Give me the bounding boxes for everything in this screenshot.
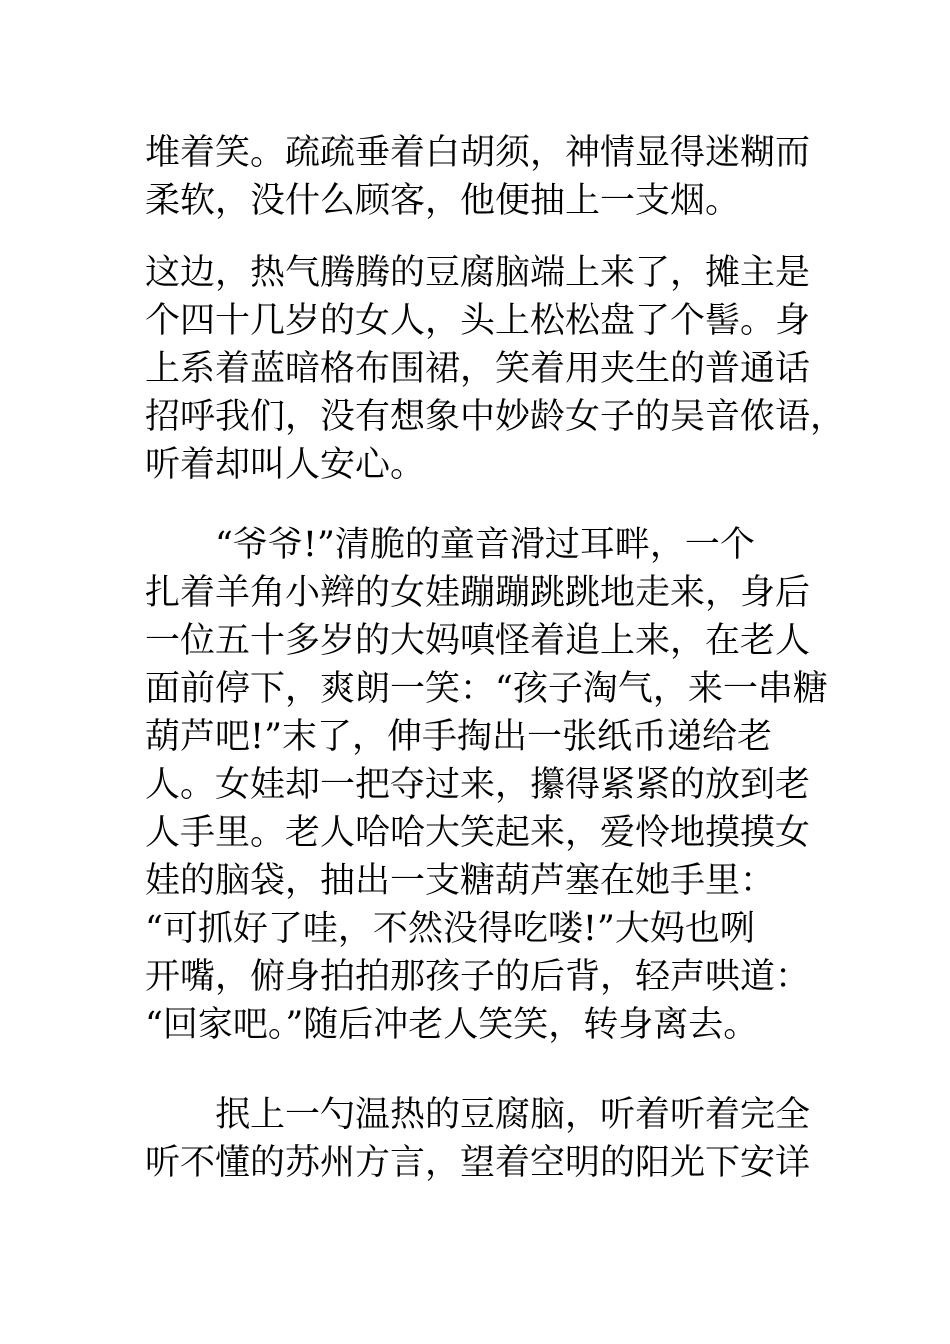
- text-line: 柔软，没什么顾客，他便抽上一支烟。: [145, 181, 741, 221]
- paragraph-2: [145, 249, 846, 489]
- paragraph-4: [145, 1091, 835, 1187]
- text-line: 扎着羊角小辫的女娃蹦蹦跳跳地走来，身后: [145, 573, 811, 613]
- text-line: 葫芦吧!”末了，伸手掏出一张纸币递给老: [145, 717, 772, 757]
- paragraph-1: [145, 129, 835, 225]
- text-line: 听不懂的苏州方言，望着空明的阳光下安详: [145, 1143, 811, 1183]
- text-line: 招呼我们，没有想象中妙龄女子的吴音侬语，: [145, 397, 846, 437]
- text-line: 人。女娃却一把夺过来，攥得紧紧的放到老: [145, 765, 811, 805]
- paragraph-3: [145, 521, 835, 1049]
- text-line: 这边，热气腾腾的豆腐脑端上来了，摊主是: [145, 253, 811, 293]
- text-line: 堆着笑。疏疏垂着白胡须，神情显得迷糊而: [145, 133, 811, 173]
- text-line: 一位五十多岁的大妈嗔怪着追上来，在老人: [145, 621, 811, 661]
- text-line: 上系着蓝暗格布围裙，笑着用夹生的普通话: [145, 349, 811, 389]
- text-line: 抿上一勺温热的豆腐脑，听着听着完全: [145, 1095, 811, 1135]
- text-line: 个四十几岁的女人，头上松松盘了个髻。身: [145, 301, 811, 341]
- text-line: 面前停下，爽朗一笑：“孩子淘气，来一串糖: [145, 669, 828, 709]
- text-line: 听着却叫人安心。: [145, 445, 426, 485]
- text-line: 娃的脑袋，抽出一支糖葫芦塞在她手里：: [145, 861, 776, 901]
- text-line: 开嘴，俯身拍拍那孩子的后背，轻声哄道：: [145, 957, 811, 997]
- text-line: “可抓好了哇，不然没得吃喽!”大妈也咧: [145, 909, 755, 949]
- text-line: “回家吧。”随后冲老人笑笑，转身离去。: [145, 1005, 759, 1045]
- text-line: “爷爷!”清脆的童音滑过耳畔，一个: [145, 525, 755, 565]
- text-line: 人手里。老人哈哈大笑起来，爱怜地摸摸女: [145, 813, 811, 853]
